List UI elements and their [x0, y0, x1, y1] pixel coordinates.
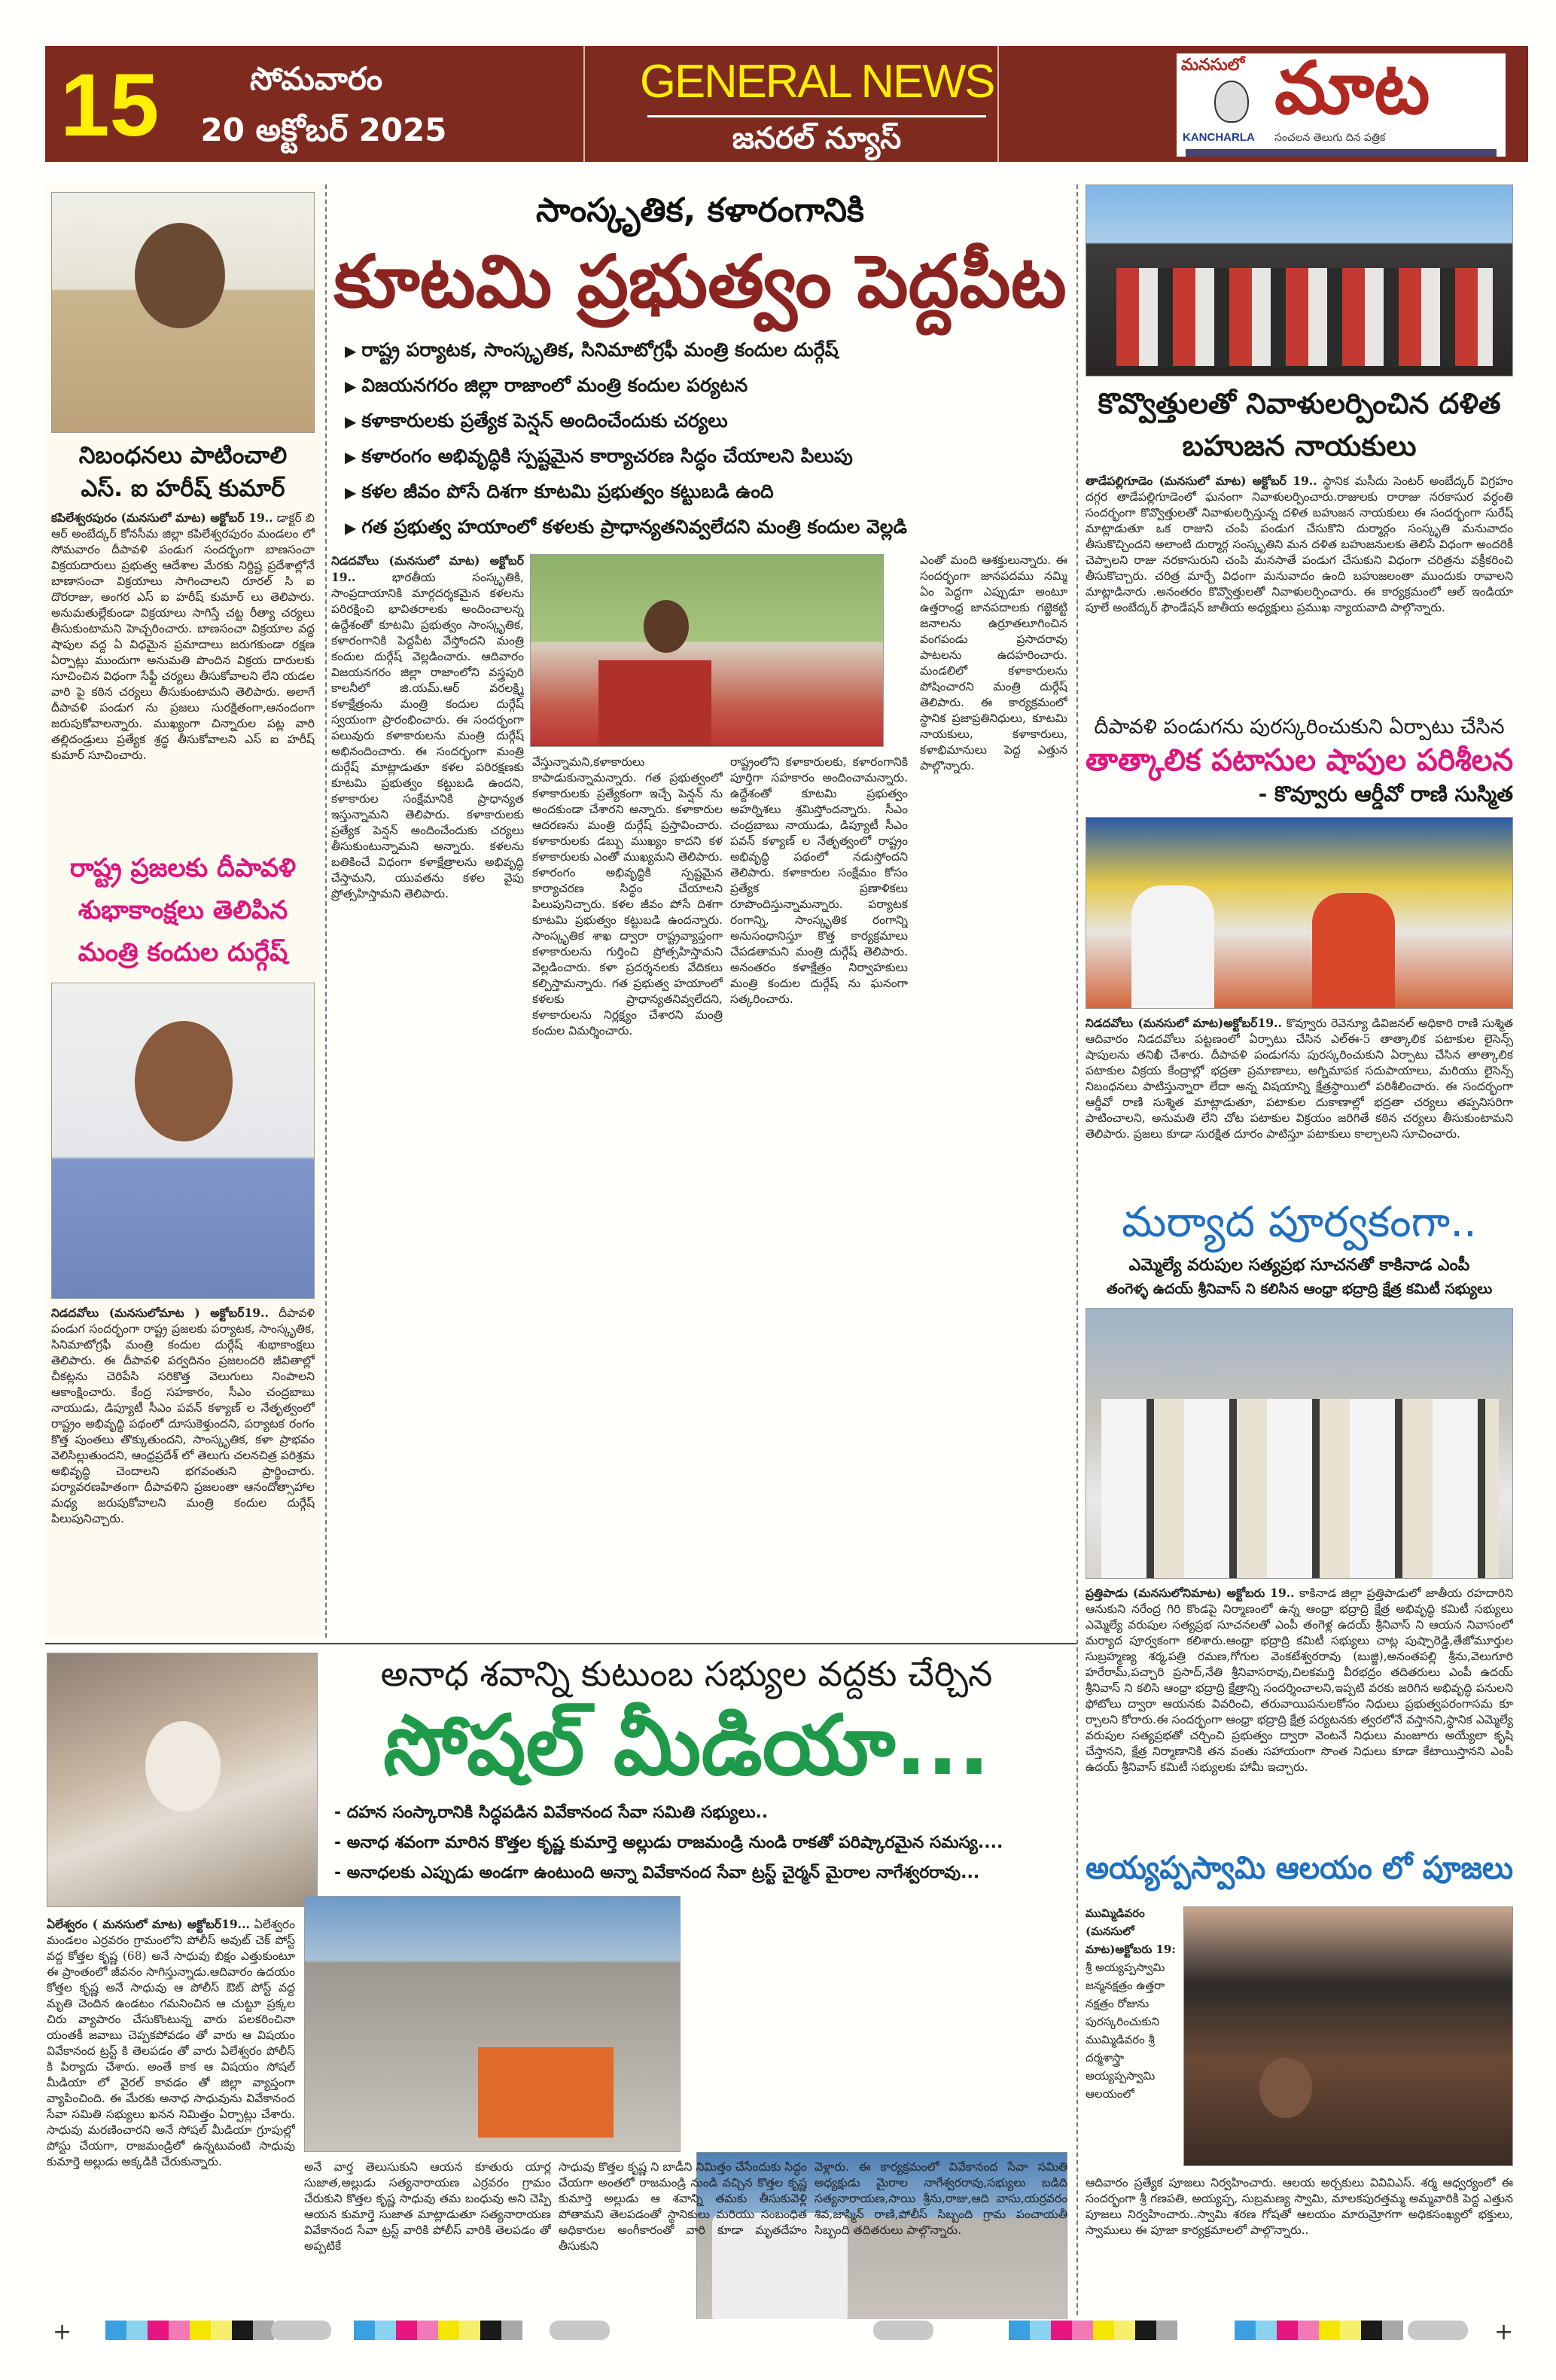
story-text: వేస్తున్నామని,కళాకారులు కాపాడుకున్నామన్నారు. గత ప్రభుత్వంలో కళాకారులకు ప్రత్యేకంగా ఇచ్చే పెన్షన్ ను అందకుండా చేశారని అన్నారు. కళాకారుల ఆదరణను మంత్రి దుర్గేష్ ప్రస్తావించారు. కళాకారులకు డబ్బు ముఖ్యం కాదని కళ కళాకారులకు ఎంతో ముఖ్యమని తెలిపారు. కళారంగం అభివృద్ధికి స్పష్టమైన కార్యాచరణ సిద్ధం చేయాలని పిలుపునిచ్చారు. కళల జీవం పోసే దిశగా కూటమి ప్రభుత్వం కట్టుబడి ఉందన్నారు. సాంస్కృతిక శాఖ ద్వారా రాష్ట్రవ్యాప్తంగా కళాకారులను గుర్తించి ప్రోత్సహిస్తామని వెల్లడించారు. కళా ప్రదర్శనలకు వేదికలు కల్పిస్తామన్నారు. గత ప్రభుత్వ హయాంలో కళలకు ప్రాధాన్యతనివ్వలేదని, కళాకారులను నిర్లక్ష్యం చేశారని మంత్రి కందుల విమర్శించారు. [532, 755, 723, 1038]
color-swatch [375, 2321, 396, 2340]
dateline: ప్రత్తిపాడు (మనసులోనిమాట) అక్టోబరు 19.. [1086, 1586, 1295, 1600]
right-story-4-body [1086, 2175, 1513, 2319]
color-swatch [480, 2321, 501, 2340]
photo-minister-speaking [530, 554, 884, 747]
color-swatch [1114, 2321, 1135, 2340]
color-swatch [169, 2321, 190, 2340]
color-swatch [1340, 2321, 1361, 2340]
registration-mark-icon: + [53, 2319, 72, 2345]
gray-patch [550, 2321, 610, 2340]
photo-ayyappa-devotees [1183, 1906, 1513, 2166]
lead-headline: కూటమి ప్రభుత్వం పెద్దపీట [333, 239, 1067, 324]
dateline: తాడేపల్లిగూడెం (మనసులో మాట) అక్టోబర్ 19.. [1086, 474, 1317, 488]
divider [997, 46, 999, 162]
greeting-story-body [51, 1305, 315, 1633]
lead-bullets [345, 333, 1069, 545]
color-swatch [211, 2321, 232, 2340]
photo-candle-tribute [1086, 184, 1513, 376]
divider [647, 115, 986, 117]
left-headline-1: నిబంధనలు పాటించాలి [78, 442, 288, 469]
right-story-4-block [1086, 1904, 1513, 2168]
story-text: భారతీయ సంస్కృతికి, సాంప్రదాయానికి మార్గదర్శకమైన కళలను పరిరక్షించి భావితరాలకు అందించాలన్న ఉద్దేశంతో కూటమి ప్రభుత్వం సాంస్కృతిక, కళారంగానికి పెద్దపీట వేస్తోందని మంత్రి కందుల దుర్గేష్ వెల్లడించారు. ఆదివారం విజయనగరం జిల్లా రాజాంలోని వస్త్రపురి కాలనీలో జి.యమ్.ఆర్ వరలక్ష్మి కళాక్షేత్రంను మంత్రి కందుల దుర్గేష్ స్వయంగా ప్రారంభించారు. ఈ సందర్భంగా పలువురు కళాకారులను మంత్రి దుర్గేష్ అభినందించారు. ఈ సందర్భంగా మంత్రి దుర్గేష్ మాట్లాడుతూ కళల పరిరక్షణకు కూటమి ప్రభుత్వం కట్టుబడి ఉందని, కళాకారుల సంక్షేమానికి ప్రాధాన్యత ఇస్తున్నామని తెలిపారు. కళాకారులకు ప్రత్యేక పెన్షన్ అందించేందుకు చర్యలు తీసుకుంటున్నామని అన్నారు. కళలను బతికించే విధంగా కళాక్షేత్రాలను అభివృద్ధి చేస్తామని, యువతను కళల వైపు ప్రోత్సహిస్తామని తెలిపారు. [331, 571, 524, 900]
lead-bullet: ▶ రాష్ట్ర పర్యాటక, సాంస్కృతిక, సినిమాటోగ్రఫీ మంత్రి కందుల దుర్గేష్ [345, 333, 1069, 368]
lead-bullet: ▶ కళల జీవం పోసే దిశగా కూటమి ప్రభుత్వం కట్టుబడి ఉంది [345, 474, 1069, 510]
lead-bullet: ▶ విజయనగరం జిల్లా రాజాంలో మంత్రి కందుల పర్యటన [345, 368, 1069, 404]
story-text: ఏలేశ్వరం మండలం ఎర్రవరం గ్రామంలోని పోలీస్ అవుట్ చెక్ పోస్ట్ వద్ద కోత్తల కృష్ణ (68) అనే సాధువు బిక్షం ఎత్తుకుంటూ ఈ ప్రాంతంలో జీవనం సాగిస్తున్నాడు.ఆదివారం ఉదయం కోత్తల కృష్ణ అనే సాధువు ఆ పోలీస్ ఔట్ పోస్ట్ వద్ద మృతి చెందిన ఉండటం గమనించిన ఆ చుట్టూ ప్రక్కల చిరు వ్యాపారం చేసుకొంటున్న వారు పలకరించినా యంతకీ జవాబు చెప్పకపోవడం తో వారు ఆ విషయం వివేకానంద ట్రస్ట్ కి తెలపడం తో వారు ఏలేశ్వరం పోలీస్ కి పిర్యాదు చేశారు. అంతే కాక ఆ విషయం సోషల్ మీడియా లో వైరల్ కావడం తో జిల్లా వ్యాప్తంగా వ్యాపించింది. ఈ మేరకు అనాధ సాధువును వివేకానంద సేవా సమితి సభ్యులు ఖనన నిమిత్తం ఏర్పాట్లు చేశారు. సాధువు మరణించారని అనే సోషల్ మీడియా గ్రూపుల్లో పోస్టు చేయగా, రాజమండ్రిలో ఉన్నటువంటి సాధువు కుమార్తె అల్లుడు అక్కడికి చేరుకున్నారు. [47, 1918, 295, 2168]
logo-brand: KANCHARLA [1183, 131, 1255, 144]
lead-body-col-4 [920, 553, 1067, 1628]
color-swatch [1093, 2321, 1114, 2340]
color-swatch [438, 2321, 459, 2340]
color-swatch [1156, 2321, 1177, 2340]
bottom-kicker: అనాధ శవాన్ని కుటుంబ సభ్యుల వద్దకు చేర్చిన [380, 1653, 993, 1694]
gray-patch [271, 2321, 331, 2340]
gray-patch [873, 2321, 933, 2340]
bottom-bullet: - అనాధ శవంగా మారిన కొత్తల కృష్ణ కుమార్తె అల్లుడు రాజమండ్రి నుండి రాకతో పరిష్కారమైన సమస్య.... [334, 1833, 1003, 1852]
color-swatch [1319, 2321, 1340, 2340]
photo-deceased-sadhu [47, 1653, 318, 1907]
lead-body-region [331, 553, 1069, 1628]
color-swatch [1382, 2321, 1403, 2340]
color-swatch [1277, 2321, 1298, 2340]
dateline: కపిలేశ్వరపురం (మనసులో మాట) అక్టోబర్ 19.. [51, 510, 273, 525]
dateline: నిడదవోలు (మనసులో మాట)అక్టోబర్19.. [1086, 1016, 1282, 1030]
bottom-body-region [304, 1896, 1069, 2319]
right-headline-2: తాత్కాలిక పటాసుల షాపుల పరిశీలన [1086, 743, 1513, 778]
photo-police-officer [51, 192, 315, 433]
right-headline-3: మర్యాద పూర్వకంగా.. [1122, 1198, 1477, 1247]
photo-body-transport [304, 1896, 681, 2152]
bottom-headline: సోషల్ మీడియా... [383, 1697, 990, 1793]
right-story-2-body [1086, 1015, 1513, 1189]
lead-body-col-2 [532, 754, 723, 1628]
color-swatch [1298, 2321, 1319, 2340]
color-swatch [396, 2321, 417, 2340]
bottom-bullet: - దహన సంస్కారానికి సిద్ధపడిన వివేకానంద సేవా సమితి సభ్యులు.. [334, 1803, 769, 1822]
color-swatch [1235, 2321, 1256, 2340]
color-swatch [1135, 2321, 1156, 2340]
left-headline-2: ఎస్. ఐ హరీష్ కుమార్ [81, 475, 285, 502]
newspaper-logo [1177, 53, 1506, 157]
story-text: కొవ్వూరు రెవెన్యూ డివిజనల్ అధికారి రాణి సుశ్మిత ఆదివారం నిడదవోలు పట్టణంలో ఏర్పాటు చేసిన ఎల్ఈ-5 తాత్కాలిక పటాకుల లైసెన్స్ షాపులను తనిఖీ చేశారు. దీపావళి పండుగను పురస్కరించుకుని ఏర్పాటు చేసిన తాత్కాలిక పటాకుల విక్రయ కేంద్రాల్లో భద్రతా ప్రమాణాలు, అగ్నిమాపక సదుపాయాలు, మరియు లైసెన్స్ నిబంధనలు పాటిస్తున్నారా లేదా అన్న విషయాన్ని క్షేత్రస్థాయిలో పరిశీలించారు. ఈ సందర్భంగా ఆర్డీవో రాణి సుశ్మిత మాట్లాడుతూ, పటాకుల దుకాణాల్లో భద్రతా చర్యలు తప్పనిసరిగా పాటించాలని, అనుమతి లేని చోట పటాకుల విక్రయం జరిగితే కఠిన చర్యలు తీసుకుంటామని తెలిపారు. ప్రజలు కూడా సురక్షిత దూరం పాటిస్తూ పటాకులు కాల్చాలని సూచించారు. [1086, 1016, 1513, 1141]
color-swatch [459, 2321, 480, 2340]
color-swatch [1256, 2321, 1277, 2340]
story-text: ఎంతో మంది ఆశక్తులున్నారు. ఈ సందర్భంగా జానపదము నమ్మి ఏం పెద్దగా ఎప్పుడూ అంటూ ఉత్తరాంధ్ర జానపదాలకు గజ్జెకట్టి జనాలను ఉర్రూతలూగించిన వంగపండు ప్రసాదరావు పాటలను ఉదహరించారు. మండలిలో కళాకారులను పోషించారని మంత్రి దుర్గేష్ తెలిపారు. ఈ కార్యక్రమంలో స్థానిక ప్రజాప్రతినిధులు, కూటమి నాయకులు, కళాకారులు, కళాభిమానులు పెద్ద ఎత్తున పాల్గొన్నారు. [920, 553, 1067, 773]
right-sub-3a: ఎమ్మెల్యే వరుపుల సత్యప్రభ సూచనతో కాకినాడ ఎంపీ [1128, 1256, 1470, 1275]
right-column [1086, 184, 1513, 2319]
right-kicker-2: దీపావళి పండుగను పురస్కరించుకుని ఏర్పాటు చేసిన [1094, 715, 1505, 739]
color-swatch [1030, 2321, 1051, 2340]
left-story-body [51, 510, 315, 841]
dateline: ఏలేశ్వరం ( మనసులో మాట) అక్టోబర్19... [47, 1917, 250, 1931]
color-swatch [1009, 2321, 1030, 2340]
bottom-story-col-1 [304, 2159, 551, 2319]
color-swatch [148, 2321, 169, 2340]
logo-small-text: మనసులో [1181, 56, 1245, 75]
lead-bullet: ▶ కళాకారులకు ప్రత్యేక పెన్షన్ అందించేందుకు చర్యలు [345, 404, 1069, 439]
story-text: సాధువు కొత్తల కృష్ణ ని బాడీని నిమిత్తం చేసేందుకు సిద్ధం చేయగా అంతలో రాజమండ్రి నుండి వచ్చిన కొత్తల కృష్ణ కుమార్తె అల్లుడు ఆ శవాన్ని తమకు తీసుకువెళ్లి పోతామని తెలపడంతో స్థానికులు మరియు సంబంధిత అధికారుల అంగీకారంతో వారి కూడా మృతదేహం తీసుకుని [559, 2160, 807, 2253]
lead-story [331, 188, 1069, 1628]
lead-kicker: సాంస్కృతిక, కళారంగానికి [536, 191, 864, 230]
registration-mark-icon: + [1494, 2319, 1514, 2345]
right-story-3-body [1086, 1585, 1513, 1838]
section-divider [45, 1643, 1076, 1644]
page-number: 15 [60, 56, 160, 155]
lead-bullet: ▶ కళారంగం అభివృద్ధికి స్పష్టమైన కార్యాచరణ సిద్ధం చేయాలని పిలుపు [345, 439, 1069, 474]
color-swatch [501, 2321, 522, 2340]
lead-body-col-1 [331, 553, 524, 1628]
color-swatch [354, 2321, 375, 2340]
date-label: 20 అక్టోబర్ 2025 [200, 111, 447, 148]
story-text: ఆదివారం ప్రత్యేక పూజలు నిర్వహించారు. ఆలయ అర్చకులు వివివిఎస్. శర్మ ఆధ్వర్యంలో ఈ సందర్భంగా శ్రీ గణపతి, అయ్యప్ప, సుబ్రమణ్య స్వామి, మాలకపురత్తమ్మ అమ్మవారికి పెద్ద ఎత్తున పూజలు నిర్వహించారు..స్వామి శరణ గోషతో ఆలయం మారుమ్రోగగా అధికసంఖ్యలో భక్తులు, స్వాములు ఈ పూజా కార్యక్రమాలలో పాల్గొన్నారు.. [1086, 2176, 1513, 2237]
story-text: వెళ్లారు. ఈ కార్యక్రమంలో వివేకానంద సేవా సమితి అధ్యక్షుడు మైరాల నాగేశ్వరరావు,సభ్యులు బడిది సత్యనారాయణ,సాయి శ్రీను,రాజు,ఆది వాసు,యర్రవరం శివ,జాస్మిన్ రాణి,పోలీస్ సిబ్బంది గ్రామ పంచాయతీ సిబ్బంది తదితరులు పాల్గొన్నారు. [815, 2160, 1067, 2237]
photo-cracker-shop-inspection [1086, 817, 1513, 1009]
lead-bullet: ▶ గత ప్రభుత్వ హయాంలో కళలకు ప్రాధాన్యతనివ్వలేదని మంత్రి కందుల వెల్లడి [345, 510, 1069, 545]
story-text: స్థానిక మసీదు సెంటర్ అంబేద్కర్ విగ్రహం దగ్గర తాడేపల్లిగూడెంలో ఘనంగా నివాళులర్పించారు.రాజులకు రారాజు నరకాసుర వర్ధంతి సందర్భంగా కొవ్వొత్తులతో నివాళులర్పిస్తున్న దళిత బహుజన నాయకులు ఈ సందర్భంగా సురేష్ మాట్లాడుతూ ఒక రాజుని చంపి పండుగ చేసుకొని దుర్మార్గం సంస్కృతి మనువాదం తీసుకొచ్చిందని అలాంటి దుర్మార్గ సంస్కృతిని మన దళిత బహుజనులకు తెలిసే విధంగా అందరికీ చెప్పాలని రాజు నరకాసురుని చంపి మనసాతే పండుగ చేసుకుని విధంగా చరిత్రను వక్రీకరించి తీసుకొచ్చారు. చరిత్ర మార్చే విధంగా మనువాదం ఉంది బహుజలంతా ముందుకు రావాలని మాట్లాడినారు .అనంతరం కొవ్వొత్తులతో నివాళులర్పించారు. ఈ కార్యక్రమంలో ఆల్ ఇండియా పూలే అంబేద్కర్ ఫౌండేషన్ జాతీయ అధ్యక్షులు ప్రముఖ న్యాయవాది పాల్గొన్నారు. [1086, 474, 1513, 614]
right-headline-4: అయ్యప్పస్వామి ఆలయం లో పూజలు [1086, 1849, 1513, 1886]
masthead [45, 46, 1528, 162]
color-swatch [1072, 2321, 1093, 2340]
logo-big-text: మాట [1274, 53, 1430, 130]
story-text: డాక్టర్ బి ఆర్ అంబేద్కర్ కోనసీమ జిల్లా కపిలేశ్వరపురం మండలం లో సోమవారం దీపావళి పండుగ సందర్భంగా బాణసంచా విక్రయదారులు ప్రభుత్వ ఆదేశాల మేరకు నిర్దిష్ట ప్రదేశాల్లోనే బాణాసంచా విక్రయాలు సాగించాలని రూరల్ సి ఐ దొరరాజు, అంగర ఎస్ ఐ హరీష్ కుమార్ లు తెలిపారు. అనుమతుల్లేకుండా విక్రయాలు సాగిస్తే చట్ట రీత్యా చర్యలు తీసుకుంటామని హెచ్చరించారు. బాణసంచా విక్రయాల వద్ద షాపుల వద్ద ఏ విధమైన ప్రమాదాలు జరుగకుండా రక్షణ ఏర్పాట్లు ముందుగా అనుమతి పొందిన విక్రయ దారులకు సూచించిన విధంగా సేఫ్టీ చర్యలు తీసుకోవాలని లేని యడల వారి పై కఠిన చర్యలు తీసుకుంటామని తెలిపారు. అలాగే దీపావళి పండుగ ను ప్రజలు సురక్షితంగా,ఆనందంగా జరుపుకోవాలన్నారు. ముఖ్యంగా చిన్నారుల పట్ల వారి తల్లిదండ్రులు ప్రత్యేక శ్రద్ధ తీసుకోవాలని ఎస్ ఐ హరీష్ కుమార్ సూచించారు. [51, 511, 315, 762]
story-text: దీపావళి పండుగ సందర్భంగా రాష్ట్ర ప్రజలకు పర్యాటక, సాంస్కృతిక, సినిమాటోగ్రఫీ మంత్రి కందుల దుర్గేష్ శుభాకాంక్షలు తెలిపారు. ఈ దీపావళి పర్వదినం ప్రజలందరి జీవితాల్లో చీకట్లను చెరిపేసి సరికొత్త వెలుగులు నింపాలని ఆకాంక్షించారు. కేంద్ర సహకారం, సీఎం చంద్రబాబు నాయుడు, డిప్యూటీ సీఎం పవన్ కళ్యాణ్ ల నేతృత్వంలో రాష్ట్రం అభివృద్ధి పథంలో దూసుకెళ్తుందని, పర్యాటక రంగం కొత్త పుంతలు తొక్కుతుందని, సాంస్కృతిక, కళా ప్రాభవం వెలిసిల్లుతుందని, ఆంధ్రప్రదేశ్ లో తెలుగు చలనచిత్ర పరిశ్రమ అభివృద్ధి చెందాలని భగవంతుని ప్రార్థించారు. పర్యావరణహితంగా దీపావళిని ప్రజలంతా ఆనందోత్సాహాల మధ్య జరుపుకోవాలని మంత్రి కందుల దుర్గేష్ పిలుపునిచ్చారు. [51, 1306, 315, 1525]
right-sub-3b: తంగెళ్ళ ఉదయ్ శ్రీనివాస్ ని కలిసిన ఆంధ్రా భద్రాద్రి క్షేత్ర కమిటీ సభ్యులు [1106, 1281, 1493, 1297]
section-title-en: GENERAL NEWS [640, 56, 994, 108]
logo-portrait-icon [1214, 81, 1249, 123]
color-swatch [190, 2321, 211, 2340]
column-divider [325, 184, 327, 1638]
greeting-headline: రాష్ట్ర ప్రజలకు దీపావళి శుభాకాంక్షలు తెలిపిన మంత్రి కందుల దుర్గేష్ [69, 853, 297, 968]
dateline: ముమ్మిడివరం (మనసులో మాట)అక్టోబరు 19: [1086, 1906, 1176, 1956]
lead-body-col-3 [730, 754, 908, 1628]
bottom-story-col-3 [815, 2159, 1067, 2319]
right-byline-2: - కొవ్వూరు ఆర్డీవో రాణి సుస్మిత [1258, 782, 1513, 806]
color-swatch [417, 2321, 438, 2340]
color-swatch [126, 2321, 148, 2340]
dateline: నిడదవోలు (మనసులోమాట ) అక్టోబర్19.. [51, 1306, 269, 1320]
day-label: సోమవారం [249, 60, 383, 97]
bottom-bullet: - అనాధలకు ఎప్పుడు అండగా ఉంటుంది అన్నా వివేకానంద సేవా ట్రస్ట్ చైర్మన్ మైరాల నాగేశ్వరరావు... [334, 1863, 980, 1882]
photo-committee-meets-mp [1086, 1308, 1513, 1579]
section-title-te: జనరల్ న్యూస్ [732, 121, 902, 156]
divider [583, 46, 585, 162]
dateline: నిడదవోలు (మనసులో మాట) అక్టోబర్ 19.. [331, 553, 524, 584]
bottom-story-col-2 [559, 2159, 807, 2319]
color-swatch [105, 2321, 126, 2340]
left-column [45, 184, 321, 1638]
bottom-story-body-left [47, 1916, 295, 2315]
gray-patch [1408, 2321, 1468, 2340]
bottom-bullets [334, 1798, 1069, 1888]
bottom-story [304, 1650, 1069, 2319]
story-text: శ్రీ అయ్యప్పస్వామి జన్మనక్షత్రం ఉత్తరా నక్షత్రం రోజును పురస్కరించుకుని ముమ్మిడివరం శ్రీ దర్మశాస్త్రా అయ్యప్పస్వామి ఆలయంలో [1086, 1961, 1165, 2101]
right-headline-1: కొవ్వొత్తులతో నివాళులర్పించిన దళిత బహుజన నాయకులు [1098, 387, 1501, 462]
color-swatch [1361, 2321, 1382, 2340]
column-divider [1076, 184, 1078, 2315]
photo-minister-durgesh [51, 983, 315, 1299]
logo-bar [1186, 149, 1497, 157]
right-story-4-side [1086, 1904, 1177, 2168]
color-swatch [1051, 2321, 1072, 2340]
story-text: కాకినాడ జిల్లా ప్రత్తిపాడులో జాతీయ రహదారిని ఆనుకుని నరేంద్ర గిరి కొండపై నిర్మాణంలో ఉన్న ఆంధ్రా భద్రాద్రి క్షేత్ర అభివృద్ధి కమిటీ సభ్యులు ఎమ్మెల్యే వరుపుల సత్యప్రభ సూచనలతో ఎంపీ తంగెళ్ల ఉదయ్ శ్రీనివాస్ ని ఆయన నివాసంలో మర్యాద పూర్వకంగా కలిశారు.ఆంధ్రా భద్రాద్రి కమిటీ సభ్యులు చాట్ల పుష్పారెడ్డి,తేజోమూర్తుల సుబ్రహ్మణ్య శర్మ,పత్రి రమణ,గోగుల వెంకటేశ్వరరావు (బుజ్జి),అనంతపల్లి శ్రీను,వెలుగూరి హరేరామ్,పచ్చారి ప్రసాద్,నేతి శ్రీనివాసరావు,చిలకమర్తి వీరభద్రం తదితరులు ఎంపీ ఉదయ్ శ్రీనివాస్ ని కలిసి ఆంధ్రా భద్రాద్రి క్షేత్రాన్ని సందర్శించాలని,ఇప్పటి వరకు జరిగిన అభివృద్ధి పనులని ఫోటోలు ద్వారా ఆయనకు వివరించి, తరువాయిపనులకోసం నిధులు ప్రభుత్వపరంగాసమ కూ ర్చాలని కోరారు.ఈ సందర్భంగా ఆంధ్రా భద్రాద్రి క్షేత్ర పర్యటనకు త్వరలోనే వస్తానని,స్థానిక ఎమ్మెల్యే వరుపుల సత్యప్రభతో చర్చించి ప్రభుత్వం ద్వారా వెంటనే నిధులు మంజూరు అయ్యేలా కృషి చేస్తానని, క్షేత్ర నిర్మాణానికి తన వంతు సహాయంగా సొంత నిధులు కూడా కేటాయిస్తానని ఎంపీ ఉదయ్ శ్రీనివాస్ కమిటీ సభ్యులకు హామీ ఇచ్చారు. [1086, 1586, 1513, 1774]
story-text: అనే వార్త తెలుసుకుని ఆయన కూతురు యార్ల సుజాత,అల్లుడు సత్యనారాయణ ఎర్రవరం గ్రామం చేరుకుని కొత్తల కృష్ణ సాధువు తమ బంధువు అని చెప్పి ఆయన కుమార్తె సుజాత మాట్లాడుతూ సత్యనారాయణ వివేకానంద సేవా ట్రస్ట్ వారికి పోలీస్ వారికి తెలపడం తో అప్పటికే [304, 2160, 551, 2253]
logo-tagline: సంచలన తెలుగు దిన పత్రిక [1274, 132, 1386, 144]
color-swatch [232, 2321, 253, 2340]
right-story-1-body [1086, 473, 1513, 710]
story-text: రాష్ట్రంలోని కళాకారులకు, కళారంగానికి పూర్తిగా సహకారం అందించామన్నారు. ఉద్దేశంతో కూటమి ప్రభుత్వం అహర్నిశలు శ్రమిస్తోందన్నారు. సీఎం చంద్రబాబు నాయుడు, డిప్యూటీ సీఎం పవన్ కళ్యాణ్ ల నేతృత్వంలో రాష్ట్రం అభివృద్ధి పథంలో నడుస్తోందని తెలిపారు. కళాకారుల సంక్షేమం కోసం ప్రత్యేక ప్రణాళికలు రూపొందిస్తున్నామన్నారు. పర్యాటక రంగాన్ని, సాంస్కృతిక రంగాన్ని అనుసంధానిస్తూ కొత్త కార్యక్రమాలు చేపడతామని మంత్రి దుర్గేష్ తెలిపారు. అనంతరం కళాక్షేత్రం నిర్వాహకులు మంత్రి కందుల దుర్గేష్ ను ఘనంగా సత్కరించారు. [730, 755, 908, 1006]
